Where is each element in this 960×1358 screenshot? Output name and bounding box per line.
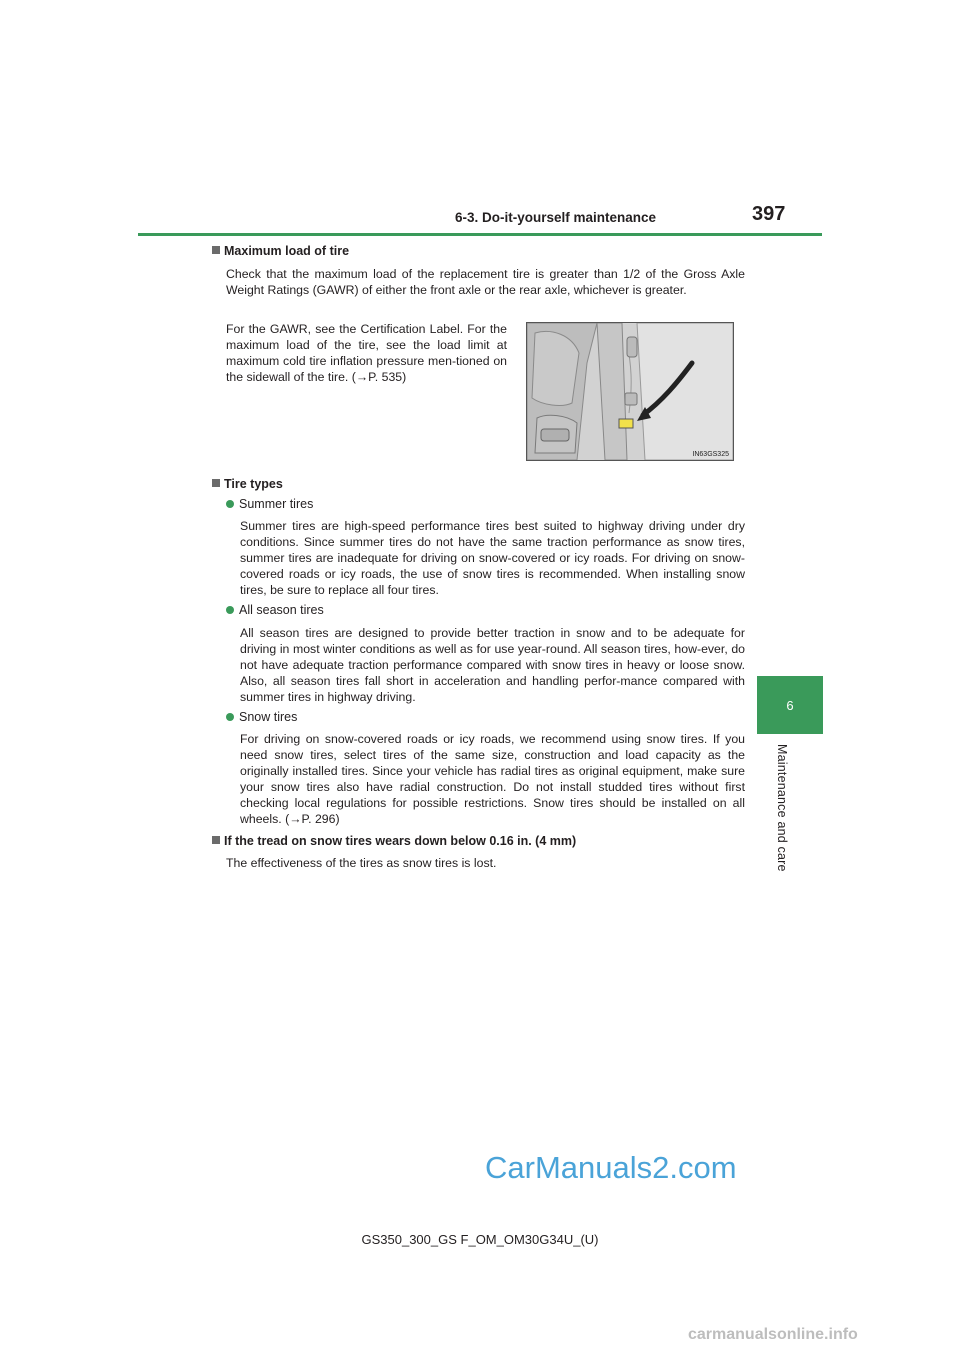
summer-tires-title: Summer tires [226, 497, 313, 511]
round-bullet-icon [226, 606, 234, 614]
watermark-site: carmanualsonline.info [688, 1326, 858, 1343]
header-rule [138, 233, 822, 236]
certification-label-highlight [619, 419, 633, 428]
square-bullet-icon [212, 246, 220, 254]
chapter-number: 6 [786, 698, 794, 713]
square-bullet-icon [212, 479, 220, 487]
certification-label-figure [526, 322, 734, 461]
page-number: 397 [752, 203, 786, 225]
all-season-tires-text: All season tires are designed to provide better traction in snow and to be adequate for driving in most winter conditions as well as for use year-round. All season tires, how-ever, do not have adequate traction performance compared with snow tires in heavy or loose snow. Also, all season tires fall short in acceleration and handling perfor-mance compared with summer tires in highway driving. [240, 626, 745, 704]
watermark-logo: CarManuals2.com [485, 1150, 737, 1185]
gawr-paragraph: For the GAWR, see the Certification Label. For the maximum load of the tire, see the load limit at maximum cold tire inflation pressure men-tioned on the sidewall of the tire. (→P. 535) [226, 322, 507, 384]
round-bullet-icon [226, 500, 234, 508]
summer-tires-text: Summer tires are high-speed performance tires best suited to highway driving under dry conditions. Since summer tires do not have the same traction performance as snow tires, summer tires are inadequate for driving on snow-covered or icy roads. For driving on snow-covered roads or icy roads, the use of snow tires is recommended. When installing snow tires, be sure to replace all four tires. [240, 519, 745, 597]
snow-tires-title: Snow tires [226, 710, 297, 724]
chapter-label: Maintenance and care [775, 744, 789, 872]
max-load-paragraph: Check that the maximum load of the replacement tire is greater than 1/2 of the Gross Axle Weight Ratings (GAWR) of either the front axle or the rear axle, whichever is greater. [226, 267, 745, 297]
section-title: 6-3. Do-it-yourself maintenance [455, 210, 657, 225]
all-season-tires-title: All season tires [226, 603, 324, 617]
tread-heading: If the tread on snow tires wears down below 0.16 in. (4 mm) [212, 834, 576, 848]
round-bullet-icon [226, 713, 234, 721]
tire-types-heading: Tire types [212, 477, 283, 491]
square-bullet-icon [212, 836, 220, 844]
snow-tires-text: For driving on snow-covered roads or icy roads, we recommend using snow tires. If you need snow tires, select tires of the same size, construction and load capacity as the originally installed tires. Since your vehicle has radial tires as original equipment, make sure your snow tires also have radial construction. Do not install studded tires without first checking local regulations for possible restrictions. Snow tires should be installed on all wheels. (→P. 296) [240, 732, 745, 826]
tread-text: The effectiveness of the tires as snow tires is lost. [226, 856, 497, 870]
max-load-heading: Maximum load of tire [212, 244, 349, 258]
figure-code: IN63GS325 [692, 451, 729, 458]
document-code: GS350_300_GS F_OM_OM30G34U_(U) [361, 1232, 599, 1247]
door-pillar-illustration [527, 323, 733, 460]
